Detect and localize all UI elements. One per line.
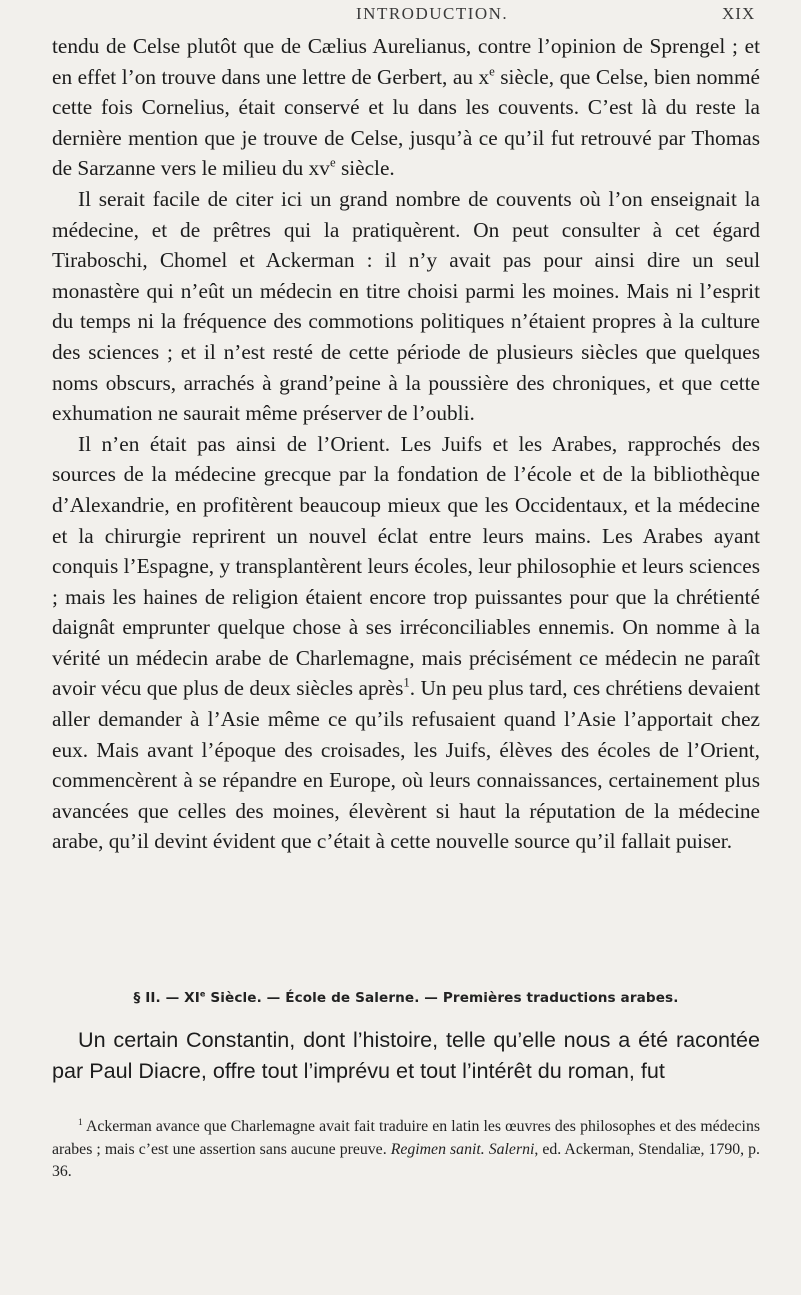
section-text (52, 1024, 760, 1086)
section-heading: § II. — XIe Siècle. — École de Salerne. — Premières traductions arabes. (133, 988, 679, 1006)
paragraph-3: Il n’en était pas ainsi de l’Orient. Les Juifs et les Arabes, rapprochés des sources de la médecine grecque par la fondation de l’école et de la bibliothèque d’Alexandrie, en profitèrent beaucoup mieux que les Occidentaux, et la médecine et la chirurgie reprirent un nouvel éclat entre leurs mains. Les Arabes ayant conquis l’Espagne, y transplantèrent leurs écoles, leur philosophie et leurs sciences ; mais les haines de religion étaient encore trop puissantes pour que la chrétienté daignât emprunter quelque chose à ses irréconciliables ennemis. On nomme à la vérité un médecin arabe de Charlemagne, mais précisément ce médecin ne paraît avoir vécu que plus de deux siècles après$^1$. Un peu plus tard, ces chrétiens devaient aller demander à l’Asie même ce qu’ils refusaient quand l’Asie l’apportait chez eux. Mais avant l’époque des croisades, les Juifs, élèves des écoles de l’Orient, commencèrent à se répandre en Europe, où leurs connaissances, certainement plus avancées que celles des moines, élevèrent si haut la réputation de la médecine arabe, qu’il devint évident que c’était à cette nouvelle source qu’il fallait puiser. (52, 431, 760, 854)
paragraph-4: Un certain Constantin, dont l’histoire, telle qu’elle nous a été racontée par Paul Diacre, offre tout l’imprévu et tout l’intérêt du roman, fut (52, 1027, 760, 1083)
footnote: $^1$ Ackerman avance que Charlemagne avait fait traduire en latin les œuvres des philosophes et des médecins arabes ; mais c’est une assertion sans aucune preuve. Regimen sanit. Salerni, ed. Ackerman, Stendaliæ, 1790, p. 36. (52, 1117, 760, 1180)
running-title: INTRODUCTION. (356, 4, 509, 23)
paragraph-2: Il serait facile de citer ici un grand nombre de couvents où l’on enseignait la médecine, et de prêtres qui la pratiquèrent. On peut consulter à cet égard Tiraboschi, Chomel et Ackerman : il n’y avait pas pour ainsi dire un seul monastère qui n’eût un médecin en titre choisi parmi les moines. Mais ni l’esprit du temps ni la fréquence des commotions politiques n’étaient propres à la culture des sciences ; et il n’est resté de cette période de plusieurs siècles que quelques noms obscurs, arrachés à grand’peine à la poussière des chroniques, et que cette exhumation ne saurait même préserver de l’oubli. (52, 186, 760, 426)
main-text (52, 31, 760, 857)
page-number: XIX (722, 4, 756, 23)
footnote-reference[interactable]: 1 (403, 676, 410, 691)
footnote-marker: 1 (78, 1117, 83, 1128)
paragraph-1: tendu de Celse plutôt que de Cælius Aurelianus, contre l’opinion de Sprengel ; et en effet l’on trouve dans une lettre de Gerbert, au $x^e$ siècle, que Celse, bien nommé cette fois Cornelius, était conservé et lu dans les couvents. C’est là du reste la dernière mention que je trouve de Celse, jusqu’à ce qu’il fut retrouvé par Thomas de Sarzanne vers le milieu du $xv^e$ siècle. (52, 34, 760, 181)
footnote-title: Regimen sanit. Salerni (390, 1140, 535, 1158)
